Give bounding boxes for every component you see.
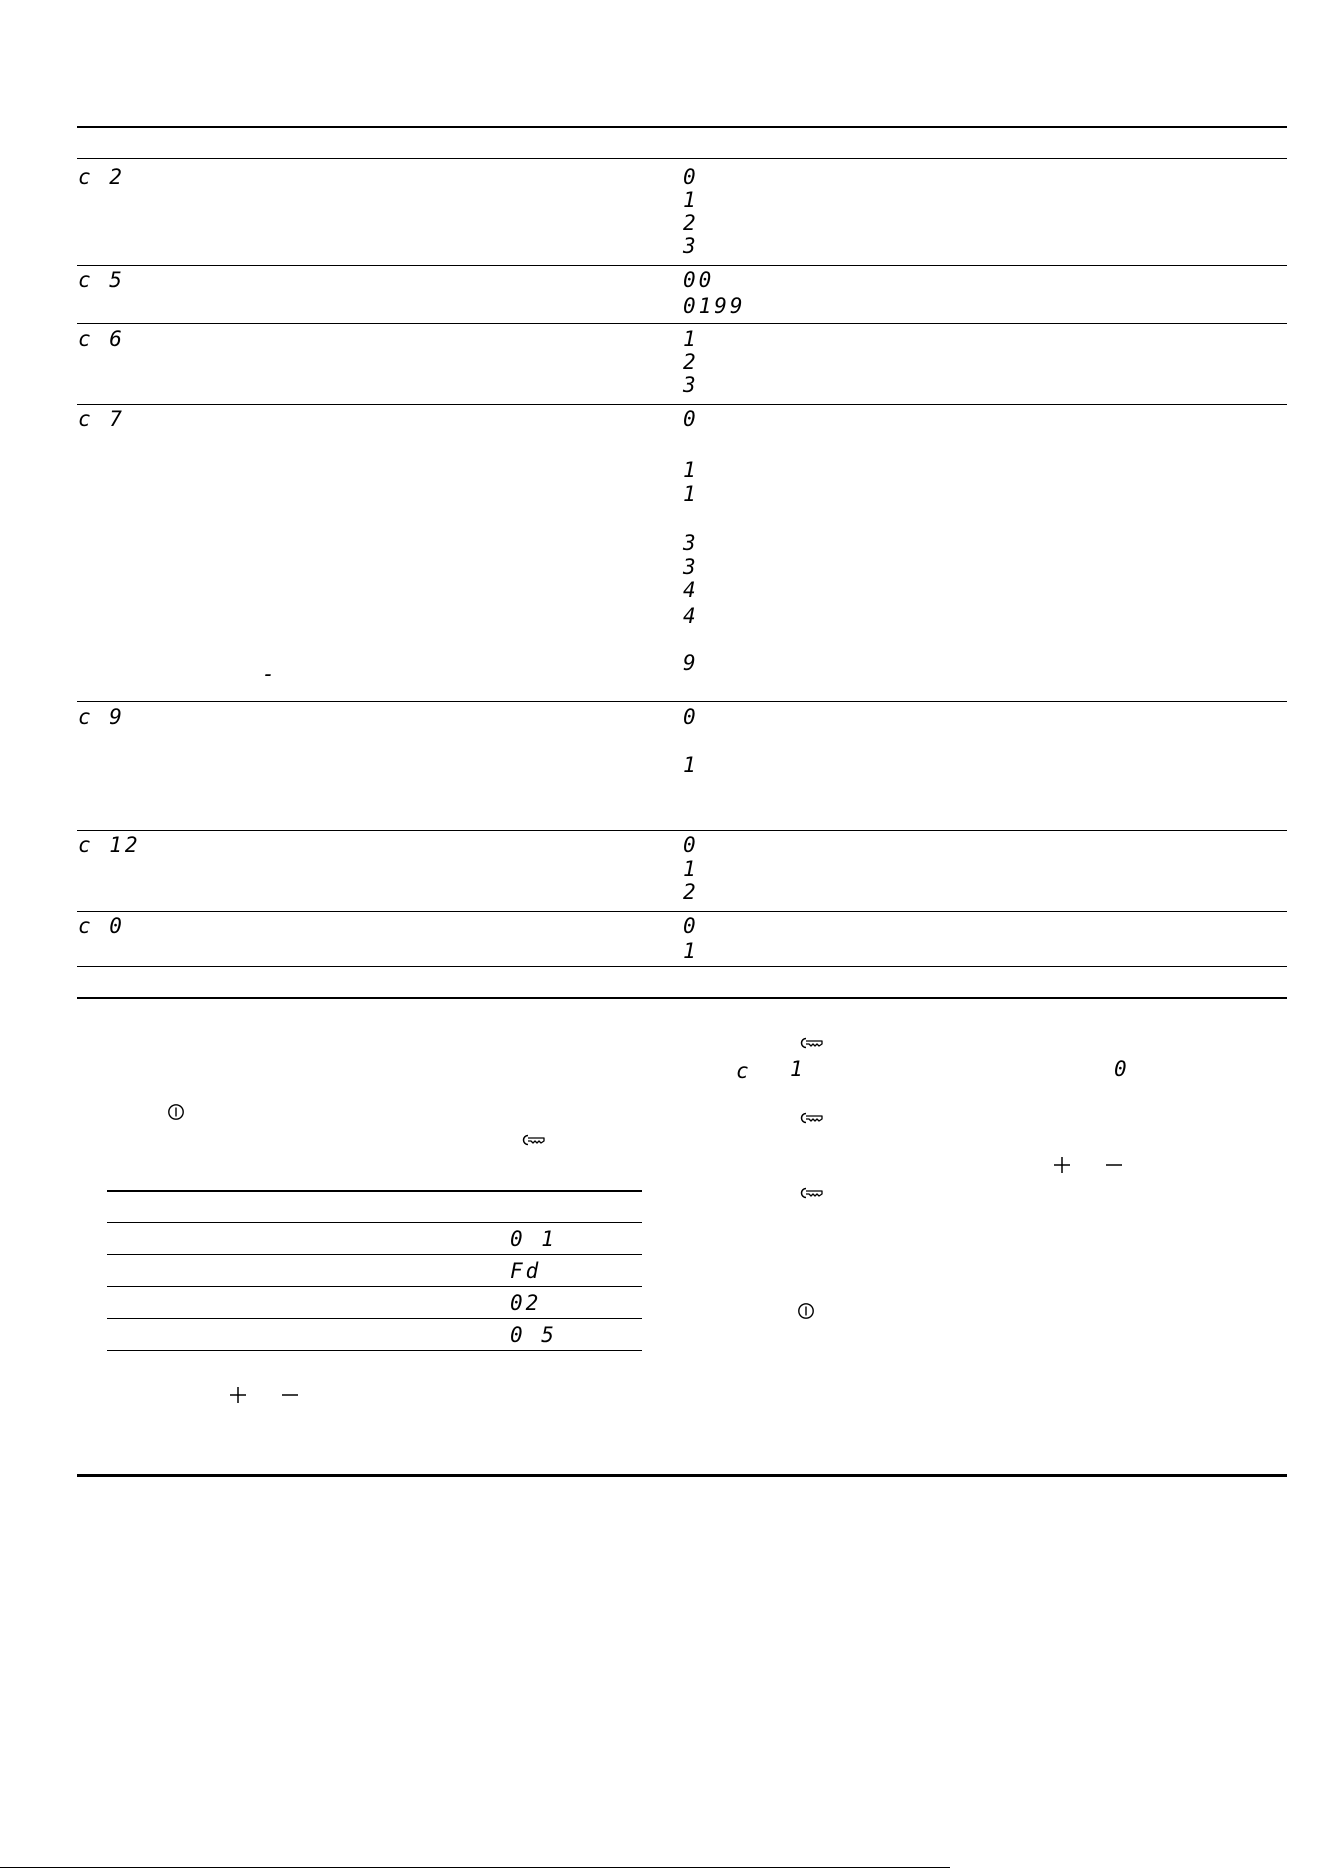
mini-table-row-rule [107, 1286, 642, 1287]
row-divider [77, 265, 1287, 266]
setting-code-c7: c 7 [78, 407, 125, 431]
setting-value: 3 [683, 531, 699, 555]
minus-icon [1104, 1155, 1124, 1175]
setting-dash: - [262, 662, 278, 686]
row-divider [77, 830, 1287, 831]
setting-value: 9 [683, 651, 699, 675]
key-icon [519, 1132, 547, 1148]
power-icon [797, 1302, 815, 1320]
display-1: 1 [790, 1057, 806, 1081]
setting-code-c12: c 12 [78, 833, 141, 857]
page-footer-rule [0, 1867, 950, 1868]
mini-table-value: 0 5 [510, 1323, 557, 1347]
mini-table-row-rule [107, 1318, 642, 1319]
setting-value: 2 [683, 211, 699, 235]
setting-value: 0199 [683, 294, 746, 318]
setting-code-c5: c 5 [78, 268, 125, 292]
setting-code-c6: c 6 [78, 327, 125, 351]
setting-value: 1 [683, 939, 699, 963]
mini-table-value: 02 [510, 1291, 542, 1315]
display-c: c [736, 1059, 752, 1083]
mini-table-bottom-rule [107, 1350, 642, 1351]
setting-value: 3 [683, 234, 699, 258]
setting-code-c2: c 2 [78, 165, 125, 189]
table-bottom-rule [77, 997, 1287, 999]
setting-value: 0 [683, 914, 699, 938]
row-divider [77, 911, 1287, 912]
mini-table-value: Fd [510, 1259, 542, 1283]
setting-code-c9: c 9 [78, 705, 125, 729]
setting-value: 1 [683, 482, 699, 506]
setting-value: 0 [683, 165, 699, 189]
plus-icon [1052, 1155, 1072, 1175]
setting-value: 4 [683, 604, 699, 628]
mini-table-top-rule [107, 1190, 642, 1192]
mini-table-value: 0 1 [510, 1227, 557, 1251]
key-icon [797, 1035, 825, 1051]
row-divider [77, 701, 1287, 702]
setting-code-c0: c 0 [78, 914, 125, 938]
row-divider [77, 404, 1287, 405]
page-bottom-rule [77, 1474, 1287, 1477]
table-top-rule [77, 126, 1287, 128]
plus-icon [228, 1385, 248, 1405]
setting-value: 0 [683, 407, 699, 431]
setting-value: 1 [683, 458, 699, 482]
setting-value: 1 [683, 188, 699, 212]
setting-value: 3 [683, 555, 699, 579]
key-icon [797, 1110, 825, 1126]
setting-value: 0 [683, 705, 699, 729]
mini-table-row-rule [107, 1254, 642, 1255]
setting-value: 3 [683, 373, 699, 397]
key-icon [797, 1185, 825, 1201]
setting-value: 2 [683, 350, 699, 374]
setting-value: 1 [683, 857, 699, 881]
setting-value: 00 [683, 268, 715, 292]
minus-icon [280, 1385, 300, 1405]
mini-table-header-rule [107, 1222, 642, 1223]
display-0: 0 [1114, 1057, 1130, 1081]
setting-value: 0 [683, 833, 699, 857]
table-header-rule [77, 158, 1287, 159]
setting-value: 1 [683, 753, 699, 777]
row-divider [77, 323, 1287, 324]
setting-value: 4 [683, 578, 699, 602]
setting-value: 2 [683, 880, 699, 904]
row-divider [77, 966, 1287, 967]
power-icon [167, 1103, 185, 1121]
setting-value: 1 [683, 327, 699, 351]
